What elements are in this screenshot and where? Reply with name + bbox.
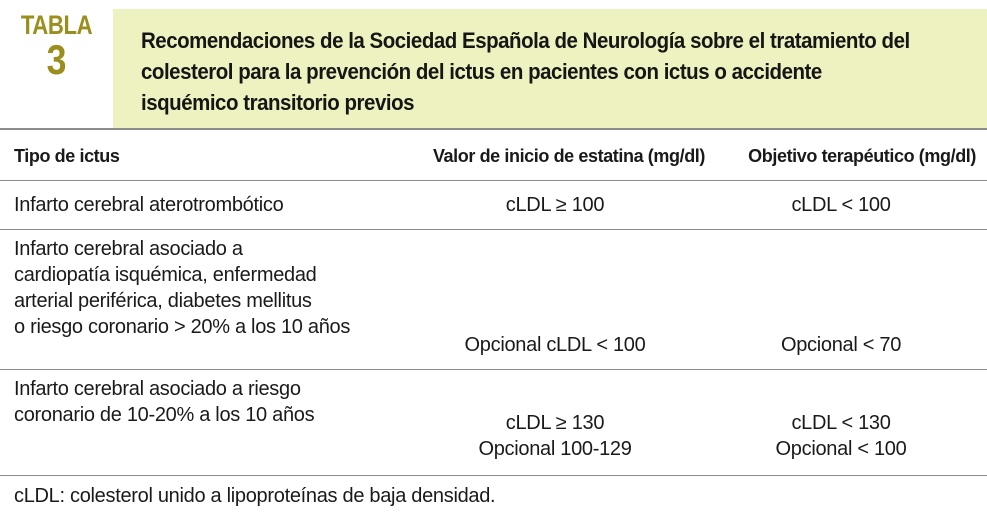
title-box — [113, 9, 987, 128]
table-badge — [0, 0, 113, 128]
row-rule — [0, 369, 987, 370]
header-rule — [0, 180, 987, 181]
row-goal: cLDL < 100 — [791, 194, 891, 216]
row-start: cLDL ≥ 100 — [505, 194, 605, 216]
badge-word: TABLA — [20, 10, 93, 40]
column-header-goal: Objetivo terapéutico (mg/dl) — [748, 146, 976, 166]
top-rule — [0, 128, 987, 130]
footnote: cLDL: colesterol unido a lipoproteínas de baja densidad. — [14, 485, 496, 507]
column-header-type: Tipo de ictus — [14, 146, 120, 166]
row-type: Infarto cerebral asociado a cardiopatía isquémica, enfermedad arterial periférica, diabetes mellitus o riesgo coronario > 20% a los 10 años — [14, 238, 351, 338]
badge-number: 3 — [46, 36, 67, 83]
row-rule — [0, 229, 987, 230]
table-header — [0, 0, 987, 128]
bottom-rule — [0, 475, 987, 476]
row-start: Opcional cLDL < 100 — [464, 334, 646, 356]
row-goal: cLDL < 130 Opcional < 100 — [775, 412, 907, 460]
row-start: cLDL ≥ 130 Opcional 100-129 — [478, 412, 632, 460]
table-title: Recomendaciones de la Sociedad Española de Neurología sobre el tratamiento del colesterol para la prevención del ictus en pacientes con ictus o accidente isquémico transitorio previos — [141, 28, 910, 115]
row-type: Infarto cerebral asociado a riesgo coronario de 10-20% a los 10 años — [14, 378, 315, 426]
column-header-start: Valor de inicio de estatina (mg/dl) — [432, 146, 705, 166]
row-goal: Opcional < 70 — [780, 334, 902, 356]
row-type: Infarto cerebral aterotrombótico — [14, 194, 284, 216]
